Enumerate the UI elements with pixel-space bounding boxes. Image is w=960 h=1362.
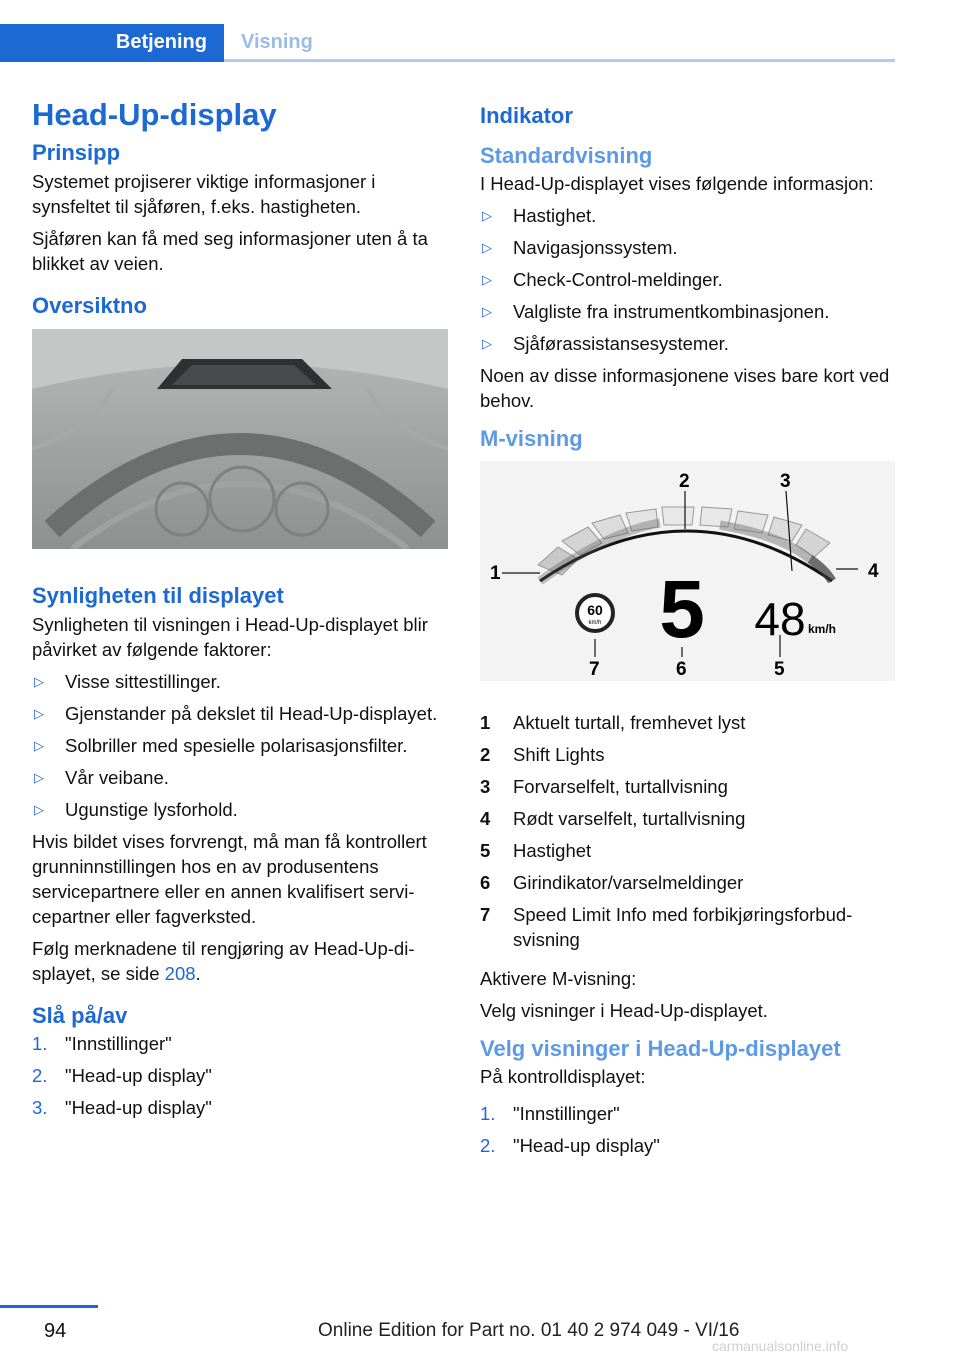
triangle-bullet-icon: ▷ [34,801,44,817]
velg-intro: På kontrolldisplayet: [480,1066,646,1087]
list-item: 1. "Innstillinger" [32,1033,172,1055]
triangle-bullet-icon: ▷ [482,304,492,319]
list-item: ▷ Check-Control-meldinger. [482,269,723,290]
list-item: ▷ Valgliste fra instrumentkombinasjonen. [482,301,830,322]
heading-oversikt: Oversiktno [32,292,147,318]
synlighet-intro: Synligheten til visningen i Head-Up-displayet blir påvirket av følgende faktorer: [32,613,428,660]
standard-note: Noen av disse informasjonene vises bare kort ved behov. [480,365,890,411]
triangle-bullet-icon: ▷ [34,769,44,785]
sla-steps [32,1031,448,1120]
callout-5: 5 [774,658,785,680]
page-link-208[interactable]: 208 [164,962,196,984]
synlighet-list [32,669,448,822]
synlighet-text-2: Følg merknadene til rengjøring av Head-Up-displayet, se side 208. [32,937,415,984]
triangle-bullet-icon: ▷ [482,336,492,351]
tab-betjening[interactable] [0,24,224,62]
legend-row: 1 Aktuelt turtall, fremhevet lyst [480,711,746,733]
standard-intro: I Head-Up-displayet vises følgende informasjon: [480,173,874,194]
mvisning-text-1: Aktivere M-visning: [480,967,637,989]
list-item: ▷ Solbriller med spesielle polarisasjonsfilter. [34,734,408,756]
left-column [32,96,448,1127]
speed-unit: km/h [808,621,837,636]
list-item: ▷ Vår veibane. [34,766,169,788]
callout-1: 1 [490,562,501,584]
heading-indikator: Indikator [480,103,573,128]
footer-rule [0,1305,98,1308]
callout-2: 2 [679,470,690,492]
legend-row: 7 Speed Limit Info med forbikjøringsforbudsvisning [480,903,853,950]
legend-row: 3 Forvarselfelt, turtallvisning [480,775,728,797]
watermark: carmanualsonline.info [712,1338,849,1354]
triangle-bullet-icon: ▷ [34,673,44,689]
prinsipp-text-2: Sjåføren kan få med seg informasjoner uten å ta blikket av veien. [32,227,428,274]
list-item: ▷ Navigasjonssystem. [482,237,678,258]
header-rule [0,59,895,62]
m-display-legend [480,710,895,952]
triangle-bullet-icon: ▷ [482,240,492,255]
triangle-bullet-icon: ▷ [482,208,492,223]
speed-value: 48 [754,592,806,645]
prinsipp-text-1: Systemet projiserer viktige informasjoner i synsfeltet til sjåføren, f.eks. hastigheten. [32,170,376,217]
heading-prinsipp: Prinsipp [32,140,121,166]
m-display-figure [480,461,895,681]
callout-6: 6 [676,658,687,680]
triangle-bullet-icon: ▷ [34,705,44,721]
header-bar [0,0,895,62]
list-item: ▷ Visse sittestillinger. [34,670,221,692]
legend-row: 6 Girindikator/varselmeldinger [480,871,744,893]
right-column [480,96,895,1165]
callout-4: 4 [868,560,879,582]
callout-7: 7 [589,658,600,680]
legend-row: 2 Shift Lights [480,743,605,765]
list-item: 2. "Head-up display" [32,1065,212,1087]
callout-3: 3 [780,470,791,492]
edition-info: Online Edition for Part no. 01 40 2 974 049 - VI/16 [318,1320,740,1341]
dashboard-photo [32,329,448,549]
list-item: ▷ Ugunstige lysforhold. [34,798,238,820]
velg-steps [480,1101,895,1158]
heading-velg-visninger: Velg visninger i Head-Up-displayet [480,1035,841,1061]
legend-row: 5 Hastighet [480,839,592,861]
heading-m-visning: M-visning [480,426,583,451]
triangle-bullet-icon: ▷ [482,272,492,287]
list-item: 2. "Head-up display" [480,1135,660,1156]
tab-visning[interactable]: Visning [241,31,313,53]
list-item: 1. "Innstillinger" [480,1103,620,1124]
page-title: Head-Up-display [32,97,277,132]
speed-limit-unit: km/h [588,619,602,626]
standard-list [480,203,895,356]
heading-sla-pa-av: Slå på/av [32,1002,128,1028]
gear-indicator: 5 [659,563,705,655]
mvisning-text-2: Velg visninger i Head-Up-displayet. [480,999,768,1021]
triangle-bullet-icon: ▷ [34,737,44,753]
list-item: ▷ Gjenstander på dekslet til Head-Up-displayet. [34,702,438,724]
heading-synlighet: Synligheten til displayet [32,583,284,609]
page-number: 94 [44,1320,67,1342]
speed-limit-value: 60 [587,601,603,618]
tab-betjening-label: Betjening [115,31,207,53]
list-item: ▷ Sjåførassistansesystemer. [482,333,729,354]
synlighet-text-1: Hvis bildet vises forvrengt, må man få kontrollert grunninnstillingen hos en av produsentens servicepartnere eller en annen kvalifisert servicepartner eller fagverksted. [32,830,427,927]
legend-row: 4 Rødt varselfelt, turtallvisning [480,807,746,829]
list-item: 3. "Head-up display" [32,1097,212,1119]
heading-standardvisning: Standardvisning [480,142,653,168]
list-item: ▷ Hastighet. [482,205,597,226]
